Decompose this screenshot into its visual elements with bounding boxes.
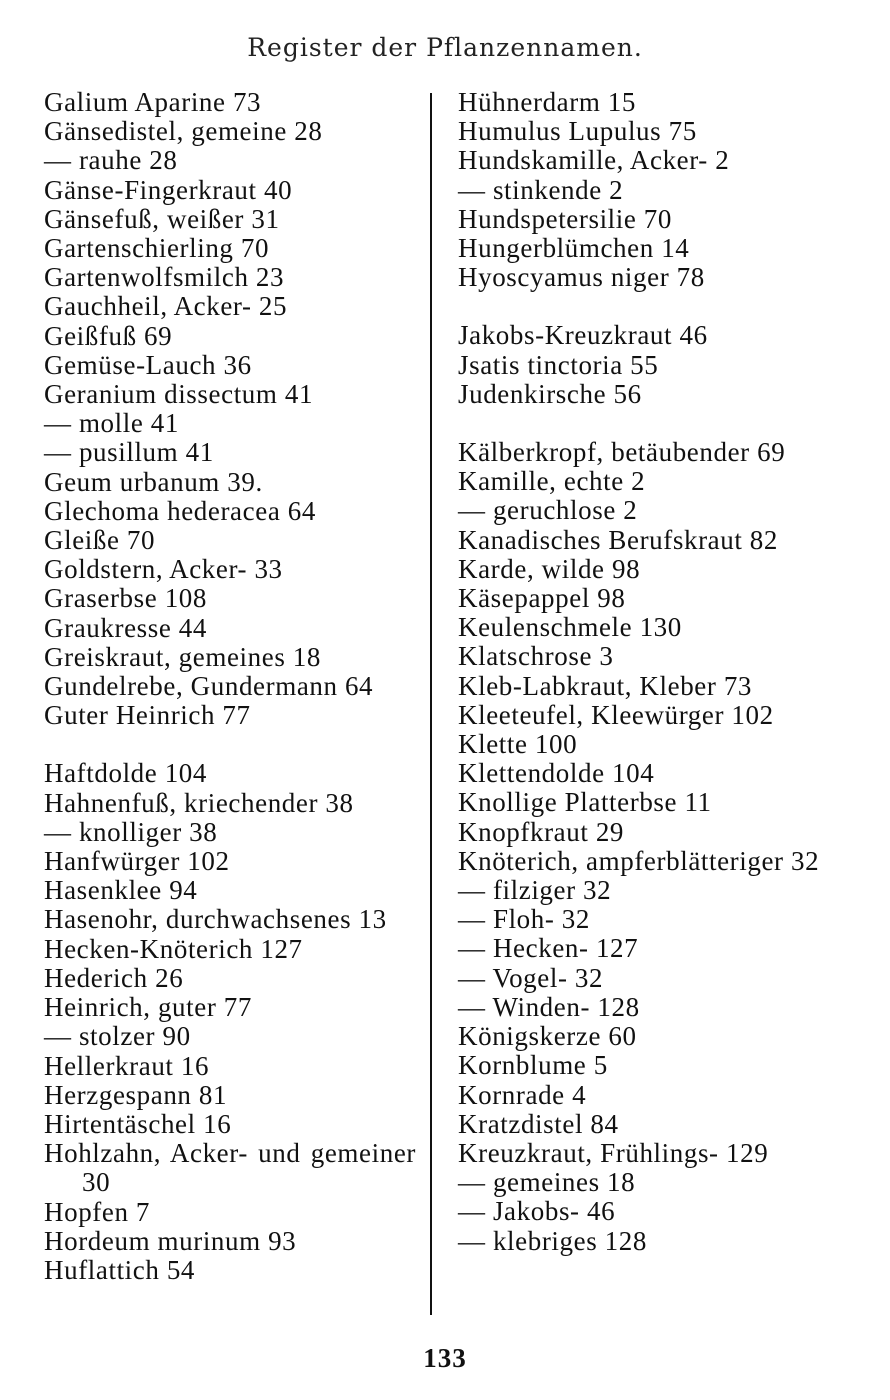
index-entry: Königskerze 60 — [458, 1021, 637, 1052]
column-divider — [430, 93, 432, 1315]
index-entry: Guter Heinrich 77 — [44, 700, 251, 731]
index-entry: Hirtentäschel 16 — [44, 1108, 232, 1139]
index-entry: — Hecken- 127 — [458, 933, 639, 964]
index-entry: Geum urbanum 39. — [44, 466, 263, 497]
page-number: 133 — [423, 1343, 467, 1373]
index-entry: Kleb-Labkraut, Kleber 73 — [458, 670, 753, 701]
index-entry: Hohlzahn, Acker- und gemeiner 30 — [44, 1138, 416, 1198]
index-entry: Haftdolde 104 — [44, 758, 208, 789]
index-entry: — molle 41 — [44, 408, 179, 439]
index-entry: Kanadisches Berufskraut 82 — [458, 524, 779, 555]
index-entry: Hyoscyamus niger 78 — [458, 262, 705, 293]
index-entry: Humulus Lupulus 75 — [458, 116, 697, 147]
index-entry: Kamille, echte 2 — [458, 466, 646, 497]
index-entry: Greiskraut, gemeines 18 — [44, 641, 321, 672]
index-entry: Heinrich, guter 77 — [44, 992, 252, 1023]
index-entry: — Vogel- 32 — [458, 962, 604, 993]
index-entry: Huflattich 54 — [44, 1254, 196, 1285]
index-entry: Geranium dissectum 41 — [44, 379, 314, 410]
index-entry: Hopfen 7 — [44, 1196, 151, 1227]
index-entry: — rauhe 28 — [44, 145, 178, 176]
index-entry: Hahnenfuß, kriechender 38 — [44, 787, 354, 818]
index-entry: — geruchlose 2 — [458, 495, 638, 526]
index-entry: Karde, wilde 98 — [458, 553, 641, 584]
index-entry: Herzgespann 81 — [44, 1079, 228, 1110]
index-entry: Gartenwolfsmilch 23 — [44, 262, 285, 293]
index-entry: — knolliger 38 — [44, 816, 218, 847]
index-entry: Klettendolde 104 — [458, 758, 655, 789]
index-entry: Kratzdistel 84 — [458, 1108, 619, 1139]
index-entry: Klette 100 — [458, 729, 578, 760]
index-entry: Kornblume 5 — [458, 1050, 608, 1081]
index-entry: Judenkirsche 56 — [458, 378, 642, 409]
index-entry: — Jakobs- 46 — [458, 1196, 616, 1227]
index-entry: Hasenklee 94 — [44, 875, 198, 906]
index-entry: Galium Aparine 73 — [44, 87, 262, 117]
index-entry: Knöterich, ampferblätteriger 32 — [458, 845, 820, 876]
index-entry: Hellerkraut 16 — [44, 1050, 210, 1081]
index-entry: — gemeines 18 — [458, 1167, 636, 1198]
index-entry: Gauchheil, Acker- 25 — [44, 291, 288, 322]
index-entry: Kornrade 4 — [458, 1079, 587, 1110]
index-entry: Hederich 26 — [44, 962, 184, 993]
index-entry: Hungerblümchen 14 — [458, 233, 690, 264]
index-entry: Hordeum murinum 93 — [44, 1225, 297, 1256]
index-entry: Kleeteufel, Kleewürger 102 — [458, 699, 774, 730]
index-entry: Hühnerdarm 15 — [458, 87, 637, 117]
index-entry: Käsepappel 98 — [458, 583, 626, 614]
index-entry: — stinkende 2 — [458, 174, 624, 205]
index-entry: Geißfuß 69 — [44, 320, 173, 351]
index-entry: Hanfwürger 102 — [44, 846, 230, 877]
index-entry: Kälberkropf, betäubender 69 — [458, 437, 786, 468]
index-entry: Gänsefuß, weißer 31 — [44, 203, 280, 234]
index-entry: Hundspetersilie 70 — [458, 203, 673, 234]
index-entry: Gleiße 70 — [44, 525, 156, 556]
index-entry: Graserbse 108 — [44, 583, 207, 614]
index-entry: Jsatis tinctoria 55 — [458, 349, 659, 380]
index-entry: — stolzer 90 — [44, 1021, 191, 1052]
index-entry: Jakobs-Kreuzkraut 46 — [458, 320, 708, 351]
index-entry: — klebriges 128 — [458, 1225, 647, 1256]
index-entry: Gartenschierling 70 — [44, 233, 270, 264]
index-entry: Hasenohr, durchwachsenes 13 — [44, 904, 387, 935]
index-entry: — Floh- 32 — [458, 904, 591, 935]
index-entry: — Winden- 128 — [458, 991, 640, 1022]
index-entry: Gemüse-Lauch 36 — [44, 349, 252, 380]
index-entry: Gänsedistel, gemeine 28 — [44, 116, 323, 147]
index-entry: Klatschrose 3 — [458, 641, 614, 672]
index-entry: Glechoma hederacea 64 — [44, 495, 316, 526]
index-entry: — filziger 32 — [458, 875, 612, 906]
index-entry: Goldstern, Acker- 33 — [44, 554, 283, 585]
index-column-right — [458, 88, 838, 1256]
index-entry: Kreuzkraut, Frühlings- 129 — [458, 1137, 769, 1168]
index-entry: Hecken-Knöterich 127 — [44, 933, 303, 964]
index-entry: Gänse-Fingerkraut 40 — [44, 174, 293, 205]
index-entry: Gundelrebe, Gundermann 64 — [44, 671, 374, 702]
page-header: Register der Pflanzennamen. — [247, 33, 643, 62]
index-entry: — pusillum 41 — [44, 437, 214, 468]
index-entry: Hundskamille, Acker- 2 — [458, 145, 730, 176]
index-column-left — [44, 88, 416, 1285]
index-entry: Knollige Platterbse 11 — [458, 787, 712, 818]
index-entry: Graukresse 44 — [44, 612, 207, 643]
index-entry: Keulenschmele 130 — [458, 612, 682, 643]
index-entry: Knopfkraut 29 — [458, 816, 625, 847]
